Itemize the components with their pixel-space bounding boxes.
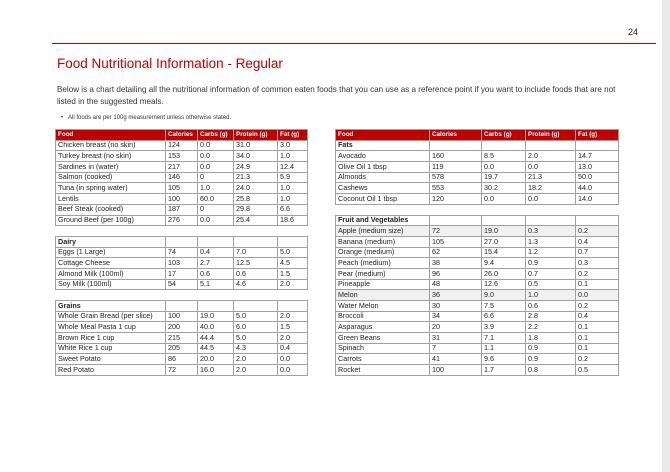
table-row <box>336 333 619 344</box>
table-cell: 0.6 <box>198 268 234 279</box>
table-cell: 6.6 <box>278 204 308 215</box>
table-cell <box>430 215 482 226</box>
table-cell <box>482 204 526 215</box>
table-cell: 5.0 <box>234 311 278 322</box>
table-cell: 7.0 <box>234 247 278 258</box>
table-cell: 0.2 <box>576 354 619 365</box>
table-cell: 7 <box>430 343 482 354</box>
table-cell: 25.4 <box>234 215 278 226</box>
table-cell: 12.6 <box>482 279 526 290</box>
table-cell: 5.0 <box>234 333 278 344</box>
table-cell <box>198 290 234 301</box>
table-cell: 0.0 <box>526 194 576 205</box>
table-cell: Avocado <box>336 151 430 162</box>
table-row <box>336 258 619 269</box>
table-row <box>56 162 308 173</box>
table-cell: 2.0 <box>278 279 308 290</box>
table-cell: Olive Oil 1 tbsp <box>336 162 430 173</box>
table-row <box>336 183 619 194</box>
table-cell: 41 <box>430 354 482 365</box>
table-row <box>336 151 619 162</box>
table-cell: 4.3 <box>234 343 278 354</box>
table-cell: 2.0 <box>234 354 278 365</box>
table-cell: 29.8 <box>234 204 278 215</box>
table-cell: 100 <box>166 194 198 205</box>
table-cell: 20 <box>430 322 482 333</box>
column-header: Calories <box>430 130 482 141</box>
table-row <box>336 311 619 322</box>
table-cell: 34 <box>430 311 482 322</box>
table-cell: 1.5 <box>278 268 308 279</box>
column-header: Carbs (g) <box>482 130 526 141</box>
table-cell: 0.0 <box>278 354 308 365</box>
table-cell: Cottage Cheese <box>56 258 166 269</box>
table-cell: 2.0 <box>526 151 576 162</box>
table-cell: 5.1 <box>198 279 234 290</box>
column-header: Food <box>56 130 166 141</box>
table-cell: 0.4 <box>576 236 619 247</box>
table-cell: 18.6 <box>278 215 308 226</box>
table-cell <box>56 226 166 237</box>
table-cell: 0.0 <box>198 140 234 151</box>
table-cell <box>278 236 308 247</box>
table-cell: 1.0 <box>278 183 308 194</box>
table-row <box>56 204 308 215</box>
table-cell <box>482 215 526 226</box>
table-cell: Water Melon <box>336 301 430 312</box>
table-row <box>336 322 619 333</box>
table-row <box>336 236 619 247</box>
table-cell: Whole Meal Pasta 1 cup <box>56 322 166 333</box>
table-cell: Grains <box>56 301 166 312</box>
table-cell <box>278 226 308 237</box>
table-cell: 0.9 <box>526 258 576 269</box>
table-cell: 12.4 <box>278 162 308 173</box>
table-cell: 1.5 <box>278 322 308 333</box>
table-cell: 18.2 <box>526 183 576 194</box>
table-cell: Asparagus <box>336 322 430 333</box>
column-header: Calories <box>166 130 198 141</box>
table-cell: 30.2 <box>482 183 526 194</box>
table-cell <box>234 290 278 301</box>
table-cell: 119 <box>430 162 482 173</box>
measurement-note-text: All foods are per 100g measurement unless otherwise stated. <box>68 115 232 121</box>
table-cell: 74 <box>166 247 198 258</box>
table-cell: 14.7 <box>576 151 619 162</box>
table-cell: 72 <box>430 226 482 237</box>
table-row <box>56 194 308 205</box>
table-row <box>56 151 308 162</box>
table-cell: 9.4 <box>482 258 526 269</box>
table-cell: 48 <box>430 279 482 290</box>
table-cell: 44.5 <box>198 343 234 354</box>
table-row <box>56 311 308 322</box>
table-cell: Almond Milk (100ml) <box>56 268 166 279</box>
table-cell: 100 <box>166 311 198 322</box>
header-rule <box>52 43 656 44</box>
table-cell <box>278 290 308 301</box>
table-cell: Whole Grain Bread (per slice) <box>56 311 166 322</box>
table-cell: 27.0 <box>482 236 526 247</box>
table-cell <box>278 301 308 312</box>
table-cell: 105 <box>166 183 198 194</box>
table-cell: 1.0 <box>278 194 308 205</box>
table-cell: 553 <box>430 183 482 194</box>
table-cell: Carrots <box>336 354 430 365</box>
table-cell: 2.0 <box>234 365 278 376</box>
table-cell: 4.5 <box>278 258 308 269</box>
table-cell: 9.6 <box>482 354 526 365</box>
table-cell: 12.5 <box>234 258 278 269</box>
table-cell: Peach (medium) <box>336 258 430 269</box>
table-row <box>56 333 308 344</box>
table-cell: Chicken breast (no skin) <box>56 140 166 151</box>
table-cell: Coconut Oil 1 tbsp <box>336 194 430 205</box>
table-cell <box>526 215 576 226</box>
table-row <box>336 343 619 354</box>
table-cell: 578 <box>430 172 482 183</box>
section-row <box>56 236 308 247</box>
table-row <box>56 322 308 333</box>
table-cell: 13.0 <box>576 162 619 173</box>
table-cell: Brown Rice 1 cup <box>56 333 166 344</box>
table-cell: 0.9 <box>526 343 576 354</box>
table-cell: 100 <box>430 365 482 376</box>
table-cell: 36 <box>430 290 482 301</box>
table-cell: Almonds <box>336 172 430 183</box>
table-cell: 1.0 <box>198 183 234 194</box>
column-header: Carbs (g) <box>198 130 234 141</box>
table-row <box>56 354 308 365</box>
section-row <box>336 215 619 226</box>
table-header-row <box>56 130 308 141</box>
table-row <box>336 226 619 237</box>
table-cell <box>234 301 278 312</box>
table-cell: 38 <box>430 258 482 269</box>
table-cell: 0.0 <box>278 365 308 376</box>
table-cell: 0.0 <box>198 162 234 173</box>
table-row <box>336 279 619 290</box>
table-cell: 0.1 <box>576 333 619 344</box>
table-cell: 24.9 <box>234 162 278 173</box>
table-cell: Salmon (cooked) <box>56 172 166 183</box>
table-row <box>336 172 619 183</box>
table-cell: 44.0 <box>576 183 619 194</box>
measurement-note <box>61 115 232 121</box>
table-cell: 7.5 <box>482 301 526 312</box>
table-cell: 1.3 <box>526 236 576 247</box>
table-cell: 50.0 <box>576 172 619 183</box>
table-cell: Broccoli <box>336 311 430 322</box>
table-cell: 31 <box>430 333 482 344</box>
table-cell: 1.7 <box>482 365 526 376</box>
table-cell: 2.2 <box>526 322 576 333</box>
table-cell: 124 <box>166 140 198 151</box>
table-cell: 8.5 <box>482 151 526 162</box>
column-header: Fat (g) <box>278 130 308 141</box>
table-cell <box>166 290 198 301</box>
table-cell: 0.4 <box>576 311 619 322</box>
table-cell <box>166 226 198 237</box>
table-cell: Soy Milk (100ml) <box>56 279 166 290</box>
table-cell: 0.2 <box>576 226 619 237</box>
table-cell: 0.0 <box>526 162 576 173</box>
table-cell: Dairy <box>56 236 166 247</box>
table-cell: 2.0 <box>278 333 308 344</box>
table-cell: 15.4 <box>482 247 526 258</box>
table-row <box>56 215 308 226</box>
table-cell <box>198 236 234 247</box>
table-cell: White Rice 1 cup <box>56 343 166 354</box>
table-row <box>56 268 308 279</box>
table-row <box>56 258 308 269</box>
table-cell: 0.2 <box>576 301 619 312</box>
table-cell: Apple (medium size) <box>336 226 430 237</box>
table-cell: Green Beans <box>336 333 430 344</box>
table-cell: 19.0 <box>482 226 526 237</box>
page-number: 24 <box>627 27 638 37</box>
table-cell: 0.3 <box>576 258 619 269</box>
page-title: Food Nutritional Information - Regular <box>57 56 283 71</box>
table-cell <box>430 204 482 215</box>
table-cell: 0.0 <box>482 162 526 173</box>
table-cell: 86 <box>166 354 198 365</box>
table-cell: 6.6 <box>482 311 526 322</box>
table-cell: 44.4 <box>198 333 234 344</box>
spacer-row <box>56 226 308 237</box>
table-cell: 25.8 <box>234 194 278 205</box>
table-cell: 72 <box>166 365 198 376</box>
table-cell: 0.1 <box>576 322 619 333</box>
table-cell <box>198 301 234 312</box>
nutrition-table-left <box>55 129 308 376</box>
table-row <box>336 290 619 301</box>
table-cell <box>234 226 278 237</box>
table-cell: 0.0 <box>482 194 526 205</box>
table-cell: 0.6 <box>526 301 576 312</box>
table-cell: 0.1 <box>576 343 619 354</box>
table-cell: 34.0 <box>234 151 278 162</box>
table-cell: 19.0 <box>198 311 234 322</box>
table-cell: 2.8 <box>526 311 576 322</box>
table-cell: 0.9 <box>526 354 576 365</box>
table-cell: Eggs (1 Large) <box>56 247 166 258</box>
table-cell: 0.7 <box>526 268 576 279</box>
table-cell: 160 <box>430 151 482 162</box>
table-row <box>56 247 308 258</box>
table-cell: 0.8 <box>526 365 576 376</box>
table-row <box>56 343 308 354</box>
table-cell <box>526 204 576 215</box>
table-cell: 1.1 <box>482 343 526 354</box>
table-cell: 40.0 <box>198 322 234 333</box>
table-cell: 4.6 <box>234 279 278 290</box>
table-cell: 0.0 <box>198 151 234 162</box>
table-cell: Fruit and Vegetables <box>336 215 430 226</box>
table-cell: 0.4 <box>198 247 234 258</box>
table-cell: 6.0 <box>234 322 278 333</box>
table-cell: 276 <box>166 215 198 226</box>
column-header: Fat (g) <box>576 130 619 141</box>
table-cell: 5.0 <box>278 247 308 258</box>
table-cell <box>576 215 619 226</box>
table-cell: Sweet Potato <box>56 354 166 365</box>
table-cell: 60.0 <box>198 194 234 205</box>
table-cell: 0.4 <box>278 343 308 354</box>
table-cell: 1.8 <box>526 333 576 344</box>
table-cell: 7.1 <box>482 333 526 344</box>
table-cell <box>482 140 526 151</box>
section-row <box>336 140 619 151</box>
table-cell: Lentils <box>56 194 166 205</box>
table-cell: 105 <box>430 236 482 247</box>
table-cell: Banana (medium) <box>336 236 430 247</box>
table-cell: 205 <box>166 343 198 354</box>
table-cell: 200 <box>166 322 198 333</box>
table-cell: 21.3 <box>526 172 576 183</box>
table-cell <box>576 204 619 215</box>
table-cell: 0.1 <box>576 279 619 290</box>
table-cell: Sardines in (water) <box>56 162 166 173</box>
table-cell: 146 <box>166 172 198 183</box>
table-cell: 3.9 <box>482 322 526 333</box>
table-cell: 120 <box>430 194 482 205</box>
table-cell <box>198 226 234 237</box>
bullet-icon: • <box>61 115 64 121</box>
table-row <box>336 247 619 258</box>
table-cell <box>336 204 430 215</box>
table-cell: 62 <box>430 247 482 258</box>
table-cell: Spinach <box>336 343 430 354</box>
table-cell: Fats <box>336 140 430 151</box>
table-cell: 1.0 <box>278 151 308 162</box>
table-cell: 1.0 <box>526 290 576 301</box>
table-cell: 16.0 <box>198 365 234 376</box>
table-cell: 17 <box>166 268 198 279</box>
table-cell: 0.0 <box>198 215 234 226</box>
table-row <box>56 365 308 376</box>
table-cell <box>576 140 619 151</box>
section-row <box>56 301 308 312</box>
table-row <box>336 301 619 312</box>
nutrition-table-right <box>335 129 619 376</box>
table-cell: 103 <box>166 258 198 269</box>
table-cell: Red Potato <box>56 365 166 376</box>
column-header: Food <box>336 130 430 141</box>
table-cell <box>166 301 198 312</box>
column-header: Protein (g) <box>234 130 278 141</box>
table-cell: 1.2 <box>526 247 576 258</box>
table-row <box>336 354 619 365</box>
table-cell: 0.5 <box>526 279 576 290</box>
table-cell: 0.5 <box>576 365 619 376</box>
table-row <box>336 162 619 173</box>
table-row <box>56 172 308 183</box>
table-cell: Orange (medium) <box>336 247 430 258</box>
table-header-row <box>336 130 619 141</box>
table-cell: Cashews <box>336 183 430 194</box>
table-cell: 0.3 <box>526 226 576 237</box>
table-cell: 20.0 <box>198 354 234 365</box>
table-row <box>56 183 308 194</box>
table-cell: 2.0 <box>278 311 308 322</box>
table-row <box>56 279 308 290</box>
table-cell: 0.6 <box>234 268 278 279</box>
table-cell: Ground Beef (per 100g) <box>56 215 166 226</box>
table-cell: 54 <box>166 279 198 290</box>
table-cell: 21.3 <box>234 172 278 183</box>
table-cell: 153 <box>166 151 198 162</box>
table-row <box>336 268 619 279</box>
table-cell: 3.0 <box>278 140 308 151</box>
table-cell <box>166 236 198 247</box>
table-cell: Pineapple <box>336 279 430 290</box>
table-cell: 19.7 <box>482 172 526 183</box>
table-cell: Turkey breast (no skin) <box>56 151 166 162</box>
table-cell <box>234 236 278 247</box>
table-cell: 5.9 <box>278 172 308 183</box>
table-cell: 0.7 <box>576 247 619 258</box>
table-cell: 14.0 <box>576 194 619 205</box>
table-cell: 24.0 <box>234 183 278 194</box>
table-cell: 0.0 <box>576 290 619 301</box>
page-edge <box>662 0 670 472</box>
table-row <box>336 194 619 205</box>
table-cell: 0 <box>198 172 234 183</box>
table-cell: Rocket <box>336 365 430 376</box>
table-cell: 26.0 <box>482 268 526 279</box>
table-row <box>56 140 308 151</box>
spacer-row <box>336 204 619 215</box>
table-cell <box>430 140 482 151</box>
intro-paragraph: Below is a chart detailing all the nutritional information of common eaten foods that you can use as a reference point if you want to include foods that are not listed in the suggested meals. <box>57 85 616 106</box>
table-cell: 217 <box>166 162 198 173</box>
table-cell: 31.0 <box>234 140 278 151</box>
table-cell: 187 <box>166 204 198 215</box>
table-row <box>336 365 619 376</box>
table-cell: 215 <box>166 333 198 344</box>
table-cell: 0 <box>198 204 234 215</box>
table-cell <box>526 140 576 151</box>
table-cell <box>56 290 166 301</box>
table-cell: Beef Steak (cooked) <box>56 204 166 215</box>
spacer-row <box>56 290 308 301</box>
table-cell: 0.2 <box>576 268 619 279</box>
table-cell: 9.0 <box>482 290 526 301</box>
table-cell: 2.7 <box>198 258 234 269</box>
table-cell: Melon <box>336 290 430 301</box>
table-cell: Tuna (in spring water) <box>56 183 166 194</box>
column-header: Protein (g) <box>526 130 576 141</box>
table-cell: Pear (medium) <box>336 268 430 279</box>
table-cell: 30 <box>430 301 482 312</box>
table-cell: 96 <box>430 268 482 279</box>
